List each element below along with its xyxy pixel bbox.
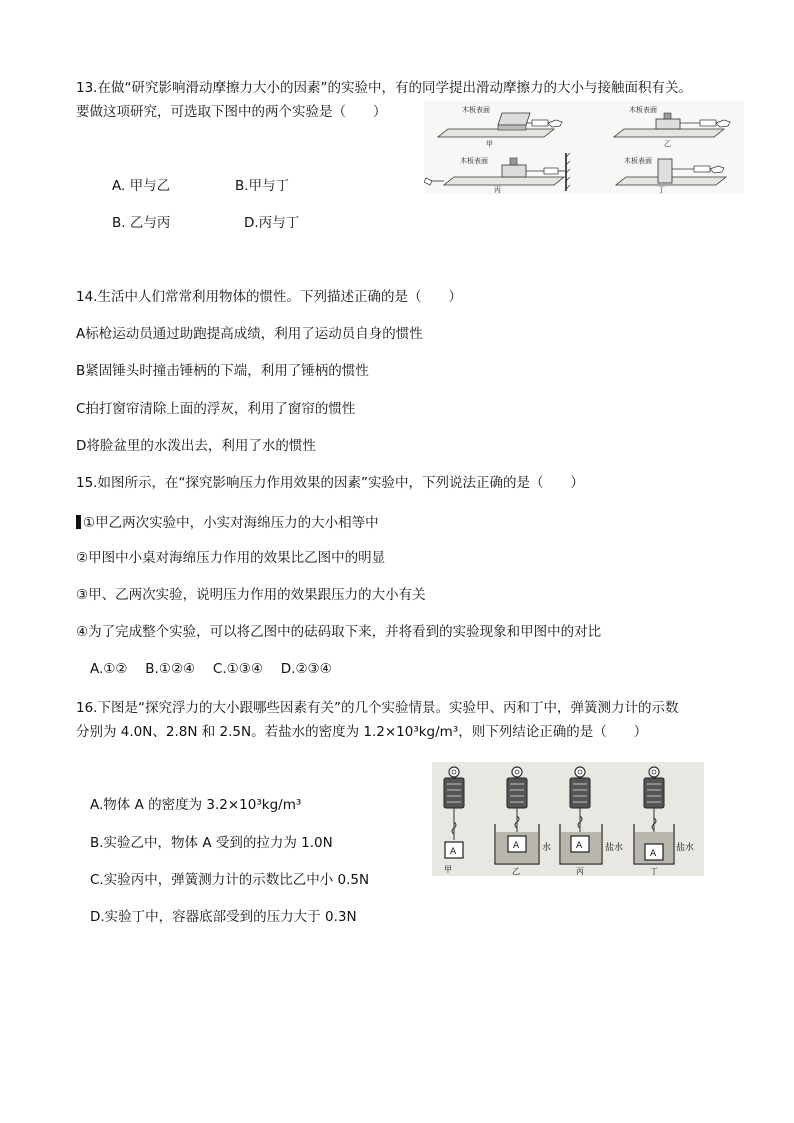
q16-label-bing: 丙 — [576, 867, 584, 876]
q13-label-yi: 乙 — [664, 140, 671, 148]
q15-statement-2: ②甲图中小桌对海绵压力作用的效果比乙图中的明显 — [76, 550, 386, 566]
q13-option-b: B.甲与丁 — [235, 178, 290, 194]
q15-statement-1: ①甲乙两次实验中，小实对海绵压力的大小相等中 — [83, 515, 379, 531]
q16-block-label-bing: A — [576, 841, 583, 851]
q16-liquid-label-bing: 盐水 — [605, 843, 624, 853]
q13-stem-line1: 13.在做“研究影响滑动摩擦力大小的因素”的实验中，有的同学提出滑动摩擦力的大小与接触面积有关。 — [76, 80, 692, 96]
margin-mark — [76, 515, 81, 529]
q16-option-c: C.实验丙中，弹簧测力计的示数比乙中小 0.5N — [90, 872, 370, 888]
q13-option-c: B. 乙与丙 — [112, 215, 171, 231]
q13-stem-line2: 要做这项研究，可选取下图中的两个实验是（ ） — [76, 104, 387, 120]
q16-block-label-yi: A — [513, 841, 520, 851]
q13-board-label-yi: 木板表面 — [629, 106, 657, 114]
q13-friction-svg — [424, 101, 744, 194]
q16-stem-line2: 分别为 4.0N、2.8N 和 2.5N。若盐水的密度为 1.2×10³kg/m³，则下列结论正确的是（ ） — [76, 724, 648, 740]
q16-block-label-jia: A — [450, 847, 457, 857]
q16-option-b: B.实验乙中，物体 A 受到的拉力为 1.0N — [90, 835, 333, 851]
q14-option-b: B紧固锤头时撞击锤柄的下端，利用了锤柄的惯性 — [76, 363, 369, 379]
q15-stem: 15.如图所示，在“探究影响压力作用效果的因素”实验中，下列说法正确的是（ ） — [76, 475, 584, 491]
q16-liquid-label-ding: 盐水 — [676, 843, 695, 853]
q16-buoyancy-svg — [432, 762, 704, 876]
q16-option-d: D.实验丁中，容器底部受到的压力大于 0.3N — [90, 909, 357, 925]
q16-label-jia: 甲 — [444, 865, 452, 874]
q14-stem: 14.生活中人们常常利用物体的惯性。下列描述正确的是（ ） — [76, 289, 462, 305]
q13-label-bing: 丙 — [494, 186, 501, 194]
q13-board-label-jia: 木板表面 — [462, 106, 490, 114]
q16-stem-line1: 16.下图是“探究浮力的大小跟哪些因素有关”的几个实验情景。实验甲、丙和丁中，弹簧测力计的示数 — [76, 700, 679, 716]
q15-options: A.①② B.①②④ C.①③④ D.②③④ — [90, 661, 332, 677]
q13-friction-figure — [424, 101, 744, 194]
q13-option-a: A. 甲与乙 — [112, 178, 171, 194]
q13-label-ding: 丁 — [658, 186, 665, 194]
q15-statement-3: ③甲、乙两次实验，说明压力作用的效果跟压力的大小有关 — [76, 587, 426, 603]
q13-label-jia: 甲 — [486, 140, 493, 148]
q14-option-c: C拍打窗帘清除上面的浮灰，利用了窗帘的惯性 — [76, 401, 356, 417]
q13-board-label-bing: 木板表面 — [460, 157, 488, 165]
q16-option-a: A.物体 A 的密度为 3.2×10³kg/m³ — [90, 797, 302, 813]
q16-label-yi: 乙 — [512, 867, 520, 876]
q16-buoyancy-figure — [432, 762, 704, 876]
q14-option-a: A标枪运动员通过助跑提高成绩，利用了运动员自身的惯性 — [76, 326, 423, 342]
q15-statement-1-row — [76, 515, 379, 531]
q16-liquid-label-yi: 水 — [542, 843, 552, 853]
q16-block-label-ding: A — [650, 849, 657, 859]
q13-board-label-ding: 木板表面 — [624, 157, 652, 165]
q13-option-d: D.丙与丁 — [244, 215, 300, 231]
q14-option-d: D将脸盆里的水泼出去，利用了水的惯性 — [76, 438, 316, 454]
q15-statement-4: ④为了完成整个实验，可以将乙图中的砝码取下来，并将看到的实验现象和甲图中的对比 — [76, 624, 602, 640]
q16-label-ding: 丁 — [650, 867, 658, 876]
